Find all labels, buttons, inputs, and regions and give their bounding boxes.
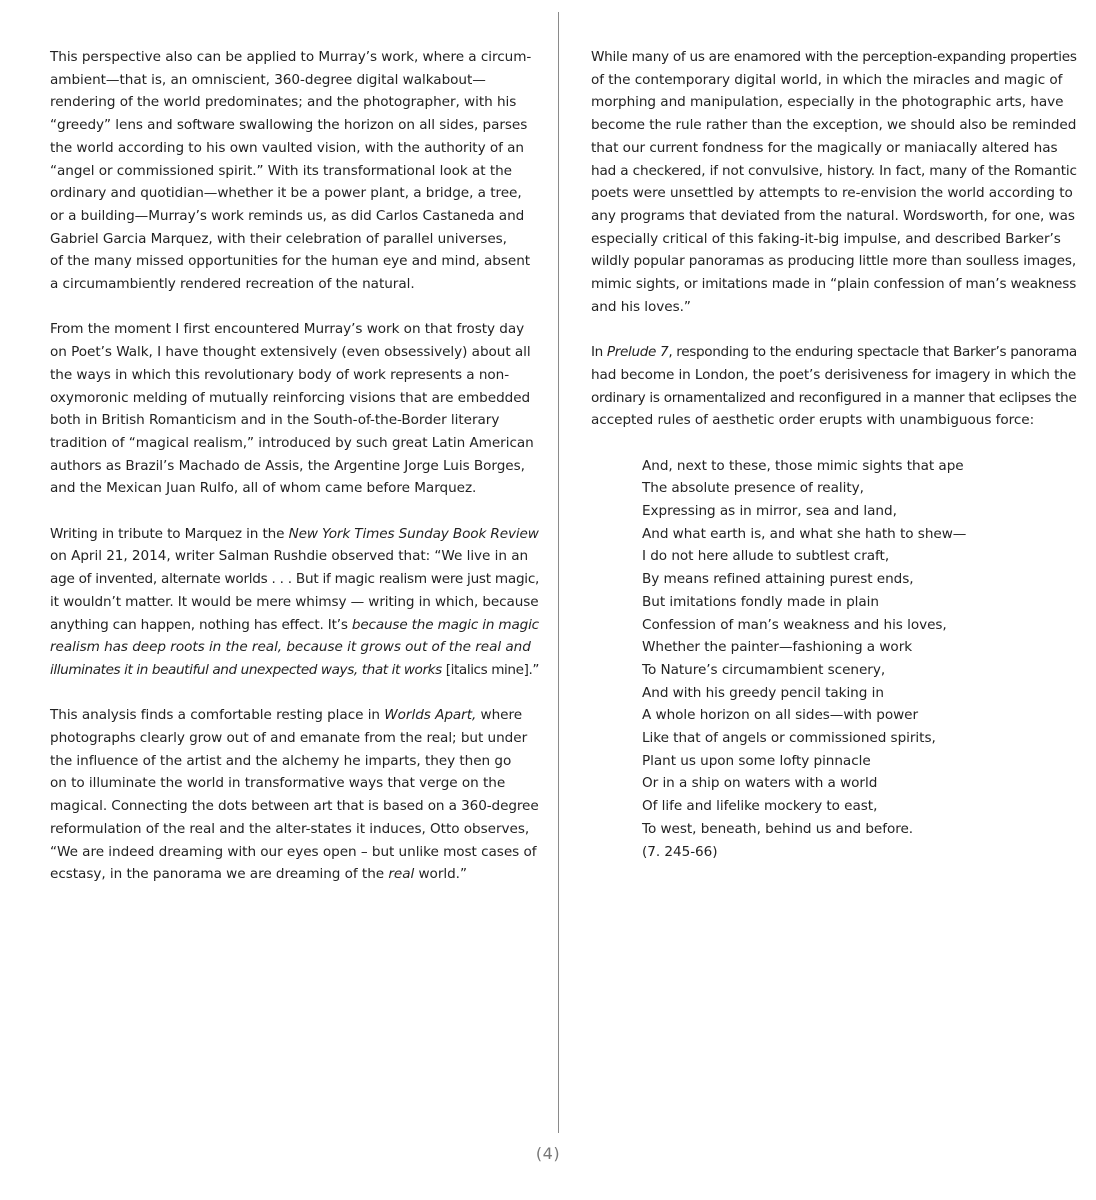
text-line bbox=[50, 545, 535, 568]
text-line bbox=[50, 318, 535, 341]
poem-line: To Nature’s circumambient scenery, bbox=[642, 661, 886, 678]
text-line bbox=[591, 160, 1077, 183]
text-run: poets were unsettled by attempts to re-envision the world according to bbox=[591, 185, 1073, 202]
text-run: on April 21, 2014, writer Salman Rushdie observed that: “We live in an bbox=[50, 548, 529, 565]
text-run: ambient—that is, an omniscient, 360-degree digital walkabout— bbox=[50, 71, 486, 88]
poem-line: Expressing as in mirror, sea and land, bbox=[642, 503, 897, 520]
paragraph bbox=[50, 318, 535, 500]
text-run: any programs that deviated from the natural. Wordsworth, for one, was bbox=[591, 207, 1075, 224]
text-line bbox=[50, 750, 535, 773]
text-line bbox=[50, 273, 535, 296]
text-run: ecstasy, in the panorama we are dreaming of the bbox=[50, 866, 389, 883]
page-number: (4) bbox=[535, 1144, 561, 1163]
text-line bbox=[50, 364, 535, 387]
text-line bbox=[50, 137, 535, 160]
text-run: anything can happen, nothing has effect. It’s bbox=[50, 616, 352, 633]
text-line bbox=[50, 614, 539, 637]
poem-line: I do not here allude to subtlest craft, bbox=[642, 548, 890, 565]
text-run: Gabriel Garcia Marquez, with their celebration of parallel universes, bbox=[50, 230, 507, 247]
italic-text: illuminates it in beautiful and unexpected ways, that it works bbox=[50, 661, 442, 678]
text-line bbox=[50, 182, 535, 205]
text-run: In bbox=[591, 344, 607, 361]
text-run: the world according to his own vaulted vision, with the authority of an bbox=[50, 139, 524, 156]
paragraph bbox=[591, 46, 1077, 318]
text-line bbox=[50, 818, 535, 841]
text-run: a circumambiently rendered recreation of the natural. bbox=[50, 276, 415, 293]
poem-block bbox=[642, 455, 1073, 864]
text-line bbox=[591, 341, 1077, 364]
text-run: tradition of “magical realism,” introduced by such great Latin American bbox=[50, 434, 534, 451]
italic-text: Prelude 7 bbox=[606, 344, 669, 361]
text-run: mimic sights, or imitations made in “plain confession of man’s weakness bbox=[591, 276, 1077, 293]
text-run: had a checkered, if not convulsive, history. In fact, many of the Romantic bbox=[591, 162, 1077, 179]
text-run: on Poet’s Walk, I have thought extensively (even obsessively) about all bbox=[50, 344, 531, 361]
text-run: “We are indeed dreaming with our eyes open – but unlike most cases of bbox=[50, 843, 537, 860]
text-line bbox=[50, 704, 535, 727]
italic-text: Worlds Apart, bbox=[384, 707, 477, 724]
poem-line: And with his greedy pencil taking in bbox=[642, 684, 884, 701]
text-line bbox=[50, 455, 535, 478]
text-line bbox=[50, 568, 540, 591]
poem-line: A whole horizon on all sides—with power bbox=[642, 707, 919, 724]
text-line bbox=[50, 795, 539, 818]
right-column bbox=[591, 46, 1077, 863]
text-run: , responding to the enduring spectacle that Barker’s panorama bbox=[668, 344, 1077, 361]
text-line bbox=[50, 160, 535, 183]
text-run: This analysis finds a comfortable resting place in bbox=[50, 707, 385, 724]
poem-line: To west, beneath, behind us and before. bbox=[642, 820, 914, 837]
text-line bbox=[591, 387, 1077, 410]
text-line bbox=[591, 409, 1073, 432]
text-line bbox=[50, 727, 535, 750]
poem-line: And what earth is, and what she hath to shew— bbox=[642, 525, 967, 542]
poem-line: The absolute presence of reality, bbox=[642, 480, 864, 497]
paragraph bbox=[591, 341, 1077, 432]
text-run: Writing in tribute to Marquez in the bbox=[50, 525, 289, 542]
italic-text: real bbox=[388, 866, 415, 883]
text-line bbox=[50, 46, 535, 69]
text-run: of the many missed opportunities for the human eye and mind, absent bbox=[50, 253, 531, 270]
text-run: morphing and manipulation, especially in the photographic arts, have bbox=[591, 94, 1064, 111]
text-run: age of invented, alternate worlds . . . But if magic realism were just magic, bbox=[50, 571, 540, 588]
text-line bbox=[591, 250, 1077, 273]
text-line bbox=[50, 409, 535, 432]
text-run: or a building—Murray’s work reminds us, as did Carlos Castaneda and bbox=[50, 207, 525, 224]
poem-line: Whether the painter—fashioning a work bbox=[642, 639, 913, 656]
text-line bbox=[591, 46, 1077, 69]
poem-line: Of life and lifelike mockery to east, bbox=[642, 798, 878, 815]
text-line bbox=[591, 228, 1073, 251]
text-line bbox=[591, 137, 1073, 160]
text-run: on to illuminate the world in transformative ways that verge on the bbox=[50, 775, 506, 792]
text-run: of the contemporary digital world, in which the miracles and magic of bbox=[591, 71, 1063, 88]
text-line bbox=[591, 114, 1077, 137]
text-line bbox=[591, 69, 1073, 92]
text-run: This perspective also can be applied to Murray’s work, where a circum- bbox=[50, 49, 532, 65]
text-line bbox=[50, 114, 535, 137]
text-run: rendering of the world predominates; and the photographer, with his bbox=[50, 94, 517, 111]
text-line bbox=[50, 477, 535, 500]
italic-text: realism has deep roots in the real, because it grows out of the real and bbox=[50, 639, 531, 656]
paragraph bbox=[50, 46, 535, 296]
poem-line: By means refined attaining purest ends, bbox=[642, 571, 914, 588]
text-line bbox=[50, 772, 535, 795]
text-run: ordinary is ornamentalized and reconfigured in a manner that eclipses the bbox=[591, 389, 1077, 406]
poem-line: Like that of angels or commissioned spirits, bbox=[642, 730, 936, 747]
text-line bbox=[50, 636, 535, 659]
paragraph bbox=[50, 523, 540, 682]
text-line bbox=[50, 523, 539, 546]
text-run: had become in London, the poet’s derisiveness for imagery in which the bbox=[591, 366, 1077, 383]
text-line bbox=[50, 69, 535, 92]
italic-text: because the magic in magic bbox=[351, 616, 539, 633]
text-run: magical. Connecting the dots between art that is based on a 360-degree bbox=[50, 798, 539, 815]
text-line bbox=[50, 863, 535, 886]
text-run: wildly popular panoramas as producing little more than soulless images, bbox=[591, 253, 1077, 270]
poem-line: Confession of man’s weakness and his loves, bbox=[642, 616, 947, 633]
text-run: the influence of the artist and the alchemy he imparts, they then go bbox=[50, 752, 512, 769]
text-run: authors as Brazil’s Machado de Assis, the Argentine Jorge Luis Borges, bbox=[50, 457, 525, 474]
text-line bbox=[50, 591, 539, 614]
text-run: and the Mexican Juan Rulfo, all of whom came before Marquez. bbox=[50, 480, 477, 497]
text-run: photographs clearly grow out of and emanate from the real; but under bbox=[50, 730, 528, 747]
text-run: that our current fondness for the magically or maniacally altered has bbox=[591, 139, 1058, 156]
text-run: oxymoronic melding of mutually reinforcing visions that are embedded bbox=[50, 389, 531, 406]
text-line bbox=[50, 91, 535, 114]
text-run: While many of us are enamored with the perception-expanding properties bbox=[591, 49, 1077, 65]
poem-line: Plant us upon some lofty pinnacle bbox=[642, 752, 871, 769]
poem-line: But imitations fondly made in plain bbox=[642, 593, 879, 610]
text-run: reformulation of the real and the alter-states it induces, Otto observes, bbox=[50, 820, 530, 837]
text-line bbox=[591, 296, 1073, 319]
column-divider bbox=[558, 12, 559, 1133]
text-run: and his loves.” bbox=[591, 298, 691, 315]
text-line bbox=[591, 182, 1073, 205]
text-run: the ways in which this revolutionary body of work represents a non- bbox=[50, 366, 510, 383]
text-line bbox=[591, 364, 1077, 387]
italic-text: New York Times Sunday Book Review bbox=[288, 525, 539, 542]
paragraph bbox=[50, 704, 539, 886]
text-line bbox=[50, 432, 535, 455]
text-run: accepted rules of aesthetic order erupts with unambiguous force: bbox=[591, 412, 1035, 429]
text-run: it wouldn’t matter. It would be mere whimsy — writing in which, because bbox=[50, 593, 539, 610]
right-column-prose bbox=[591, 46, 1077, 432]
poem-line: And, next to these, those mimic sights that ape bbox=[642, 457, 964, 474]
text-run: [italics mine].” bbox=[441, 661, 540, 678]
text-run: “angel or commissioned spirit.” With its transformational look at the bbox=[50, 162, 512, 179]
text-line bbox=[591, 273, 1077, 296]
text-line bbox=[50, 250, 535, 273]
text-run: both in British Romanticism and in the South-of-the-Border literary bbox=[50, 412, 500, 429]
poem-line: (7. 245-66) bbox=[642, 843, 718, 860]
text-run: especially critical of this faking-it-big impulse, and described Barker’s bbox=[591, 230, 1061, 247]
poem-line: Or in a ship on waters with a world bbox=[642, 775, 878, 792]
text-line bbox=[50, 341, 535, 364]
text-line bbox=[50, 205, 535, 228]
text-line bbox=[50, 841, 535, 864]
text-run: become the rule rather than the exception, we should also be reminded bbox=[591, 117, 1077, 134]
text-line bbox=[591, 205, 1073, 228]
text-line bbox=[50, 659, 540, 682]
text-line bbox=[50, 228, 535, 251]
text-run: ordinary and quotidian—whether it be a power plant, a bridge, a tree, bbox=[50, 185, 522, 202]
text-line bbox=[50, 387, 535, 410]
text-run: where bbox=[476, 707, 523, 724]
text-run: “greedy” lens and software swallowing the horizon on all sides, parses bbox=[50, 117, 528, 134]
text-run: From the moment I first encountered Murray’s work on that frosty day bbox=[50, 321, 525, 338]
left-column bbox=[50, 46, 540, 909]
text-line bbox=[591, 91, 1073, 114]
text-run: world.” bbox=[414, 866, 467, 883]
